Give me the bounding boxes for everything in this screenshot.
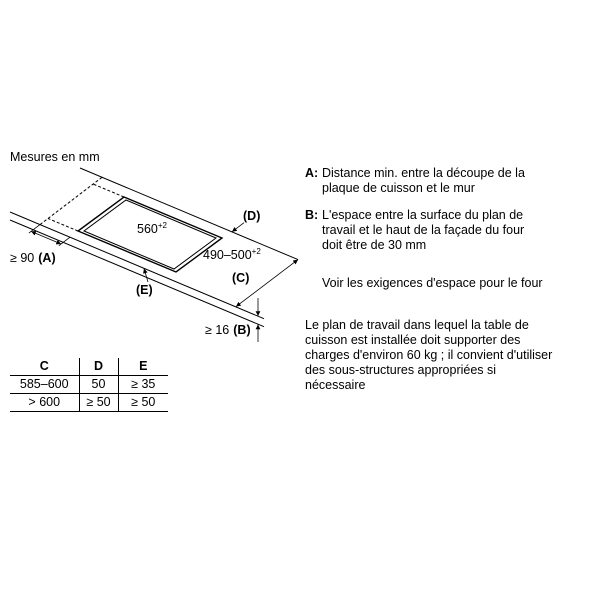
note-b-line: travail et le haut de la façade du four — [322, 223, 525, 237]
table-row — [10, 394, 168, 412]
note-b-key: B: — [305, 208, 319, 222]
label-b — [205, 323, 251, 337]
table-cell: ≥ 50 — [118, 394, 168, 412]
dimension-d-line — [232, 223, 244, 232]
table-row — [10, 376, 168, 394]
label-c-ref: (C) — [232, 271, 250, 285]
note-a-line: Distance min. entre la découpe de la — [322, 166, 525, 180]
note-worktop-load-line: des sous-structures appropriées si — [305, 363, 497, 377]
table-header-d: D — [79, 358, 118, 376]
cutout-width-tolerance: +2 — [157, 221, 167, 230]
table-cell: 585–600 — [10, 376, 79, 394]
cutout-front-projection-line — [48, 219, 78, 232]
note-oven-requirements: Voir les exigences d'espace pour le four — [322, 276, 543, 290]
note-b-text — [322, 208, 524, 253]
label-a-value: ≥ 90 — [10, 251, 35, 265]
table-header-c: C — [10, 358, 79, 376]
note-worktop-load-line: charges d'environ 60 kg ; il convient d'utiliser — [305, 348, 553, 362]
cutout-width-label — [137, 221, 168, 236]
note-worktop-load-line: cuisson est installée doit supporter des — [305, 333, 521, 347]
note-b-line: L'espace entre la surface du plan de — [322, 208, 524, 222]
label-a-ref: (A) — [38, 251, 56, 265]
label-e — [136, 283, 153, 297]
worktop-front-bottom-edge — [10, 220, 264, 327]
note-a-line: plaque de cuisson et le mur — [322, 181, 475, 195]
table-cell: ≥ 50 — [79, 394, 118, 412]
dimension-a-line — [31, 231, 61, 244]
label-e-ref: (E) — [136, 283, 153, 297]
label-d-ref: (D) — [243, 209, 261, 223]
table-header-row — [10, 358, 168, 376]
label-c — [232, 271, 249, 285]
cutout-depth-value: 490–500 — [203, 248, 252, 262]
label-d — [243, 209, 260, 223]
label-a — [10, 251, 56, 265]
table-cell: 50 — [79, 376, 118, 394]
cutout-depth-label — [203, 247, 261, 262]
cutout-back-projection-line — [93, 184, 124, 197]
note-a-text — [322, 166, 525, 196]
measurement-units-note: Mesures en mm — [10, 150, 100, 164]
label-b-ref: (B) — [233, 323, 251, 337]
note-worktop-load — [305, 318, 552, 393]
table-cell: > 600 — [10, 394, 79, 412]
table-cell: ≥ 35 — [118, 376, 168, 394]
note-worktop-load-line: nécessaire — [305, 378, 366, 392]
note-b-line: doit être de 30 mm — [322, 238, 427, 252]
note-worktop-load-line: Le plan de travail dans lequel la table de — [305, 318, 529, 332]
note-a-key: A: — [305, 166, 319, 180]
dimensions-table — [10, 358, 168, 412]
label-b-value: ≥ 16 — [205, 323, 230, 337]
cutout-depth-tolerance: +2 — [251, 247, 261, 256]
side-wall-dashed-line — [40, 177, 102, 224]
cutout-width-value: 560 — [137, 222, 158, 236]
dimension-e-leader — [144, 269, 148, 283]
table-header-e: E — [118, 358, 168, 376]
